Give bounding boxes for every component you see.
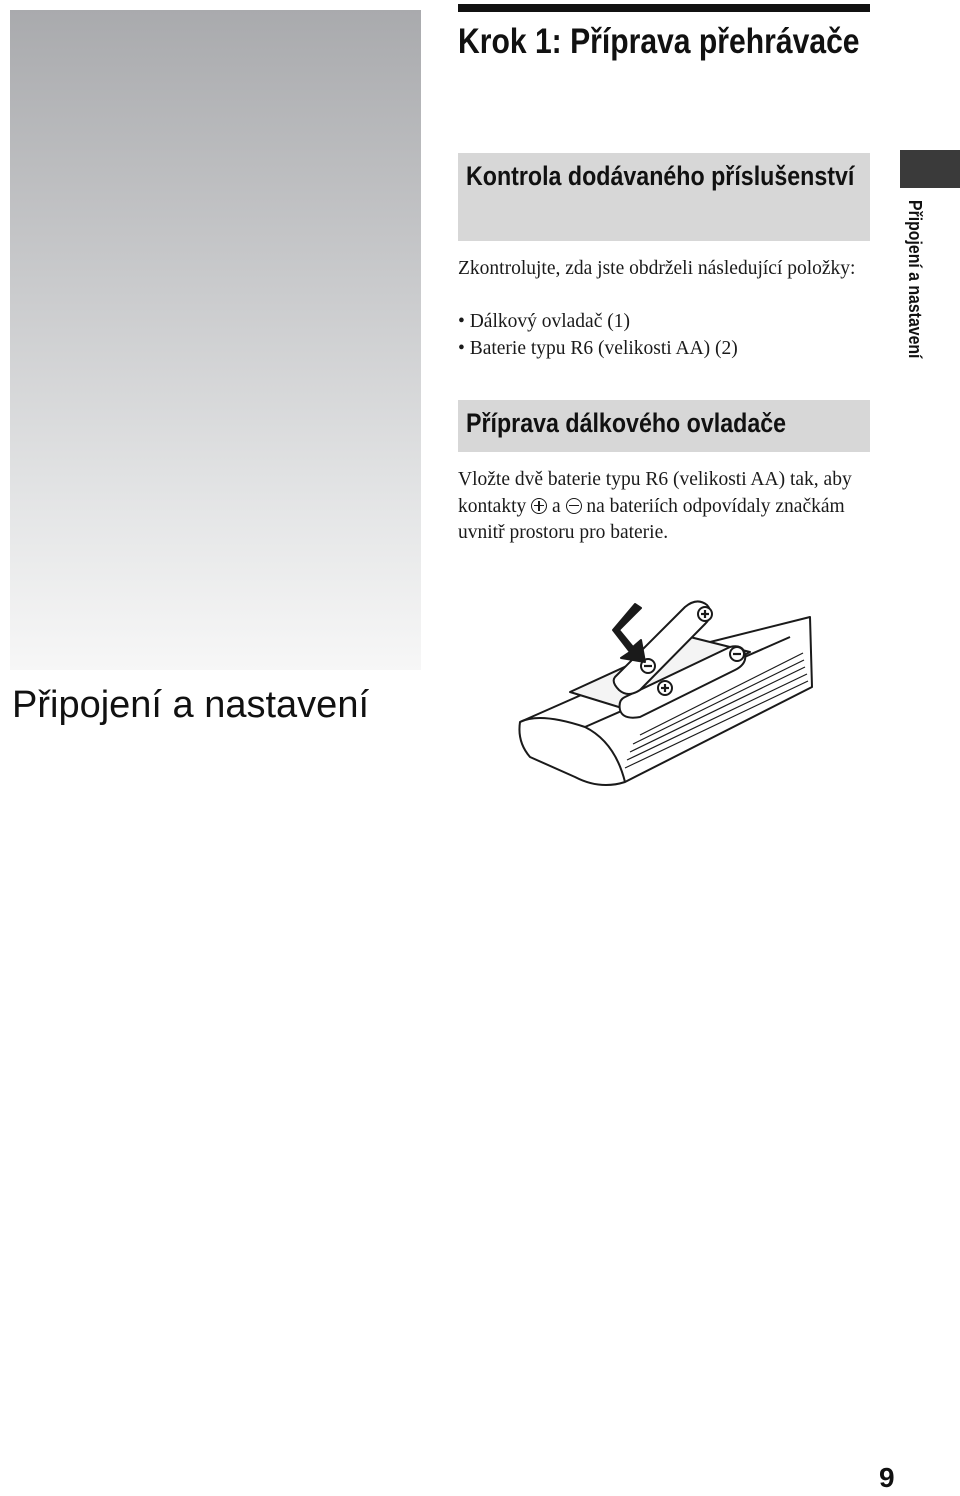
accessories-intro: Zkontrolujte, zda jste obdrželi následující položky: [458, 258, 856, 279]
section-label: Připojení a nastavení [12, 684, 370, 726]
page-title: Krok 1: Příprava přehrávače [458, 22, 860, 61]
side-tab-label: Připojení a nastavení [905, 200, 925, 359]
section-heading-box-accessories [458, 153, 870, 241]
instruction-text: a [547, 495, 566, 517]
accessories-list [458, 309, 738, 362]
instruction-text: na bateriích odpovídaly značkám uvnitř prostoru pro baterie. [458, 495, 845, 543]
remote-instructions [458, 467, 878, 547]
section-heading-box-remote [458, 400, 870, 452]
title-rule [458, 4, 870, 12]
list-item: • Dálkový ovladač (1) [458, 309, 738, 336]
plus-terminal-icon [531, 498, 547, 514]
section-heading-remote: Příprava dálkového ovladače [466, 408, 787, 438]
side-gradient-panel [10, 10, 421, 670]
minus-terminal-icon [566, 498, 582, 514]
page-number: 9 [879, 1462, 895, 1493]
remote-battery-insertion-icon [515, 592, 815, 792]
list-item: • Baterie typu R6 (velikosti AA) (2) [458, 336, 738, 363]
instruction-text: Vložte dvě baterie typu R6 (velikosti AA) tak, aby kontakty [458, 469, 852, 517]
section-heading-accessories: Kontrola dodávaného příslušenství [466, 161, 855, 191]
side-tab-marker [900, 150, 960, 188]
